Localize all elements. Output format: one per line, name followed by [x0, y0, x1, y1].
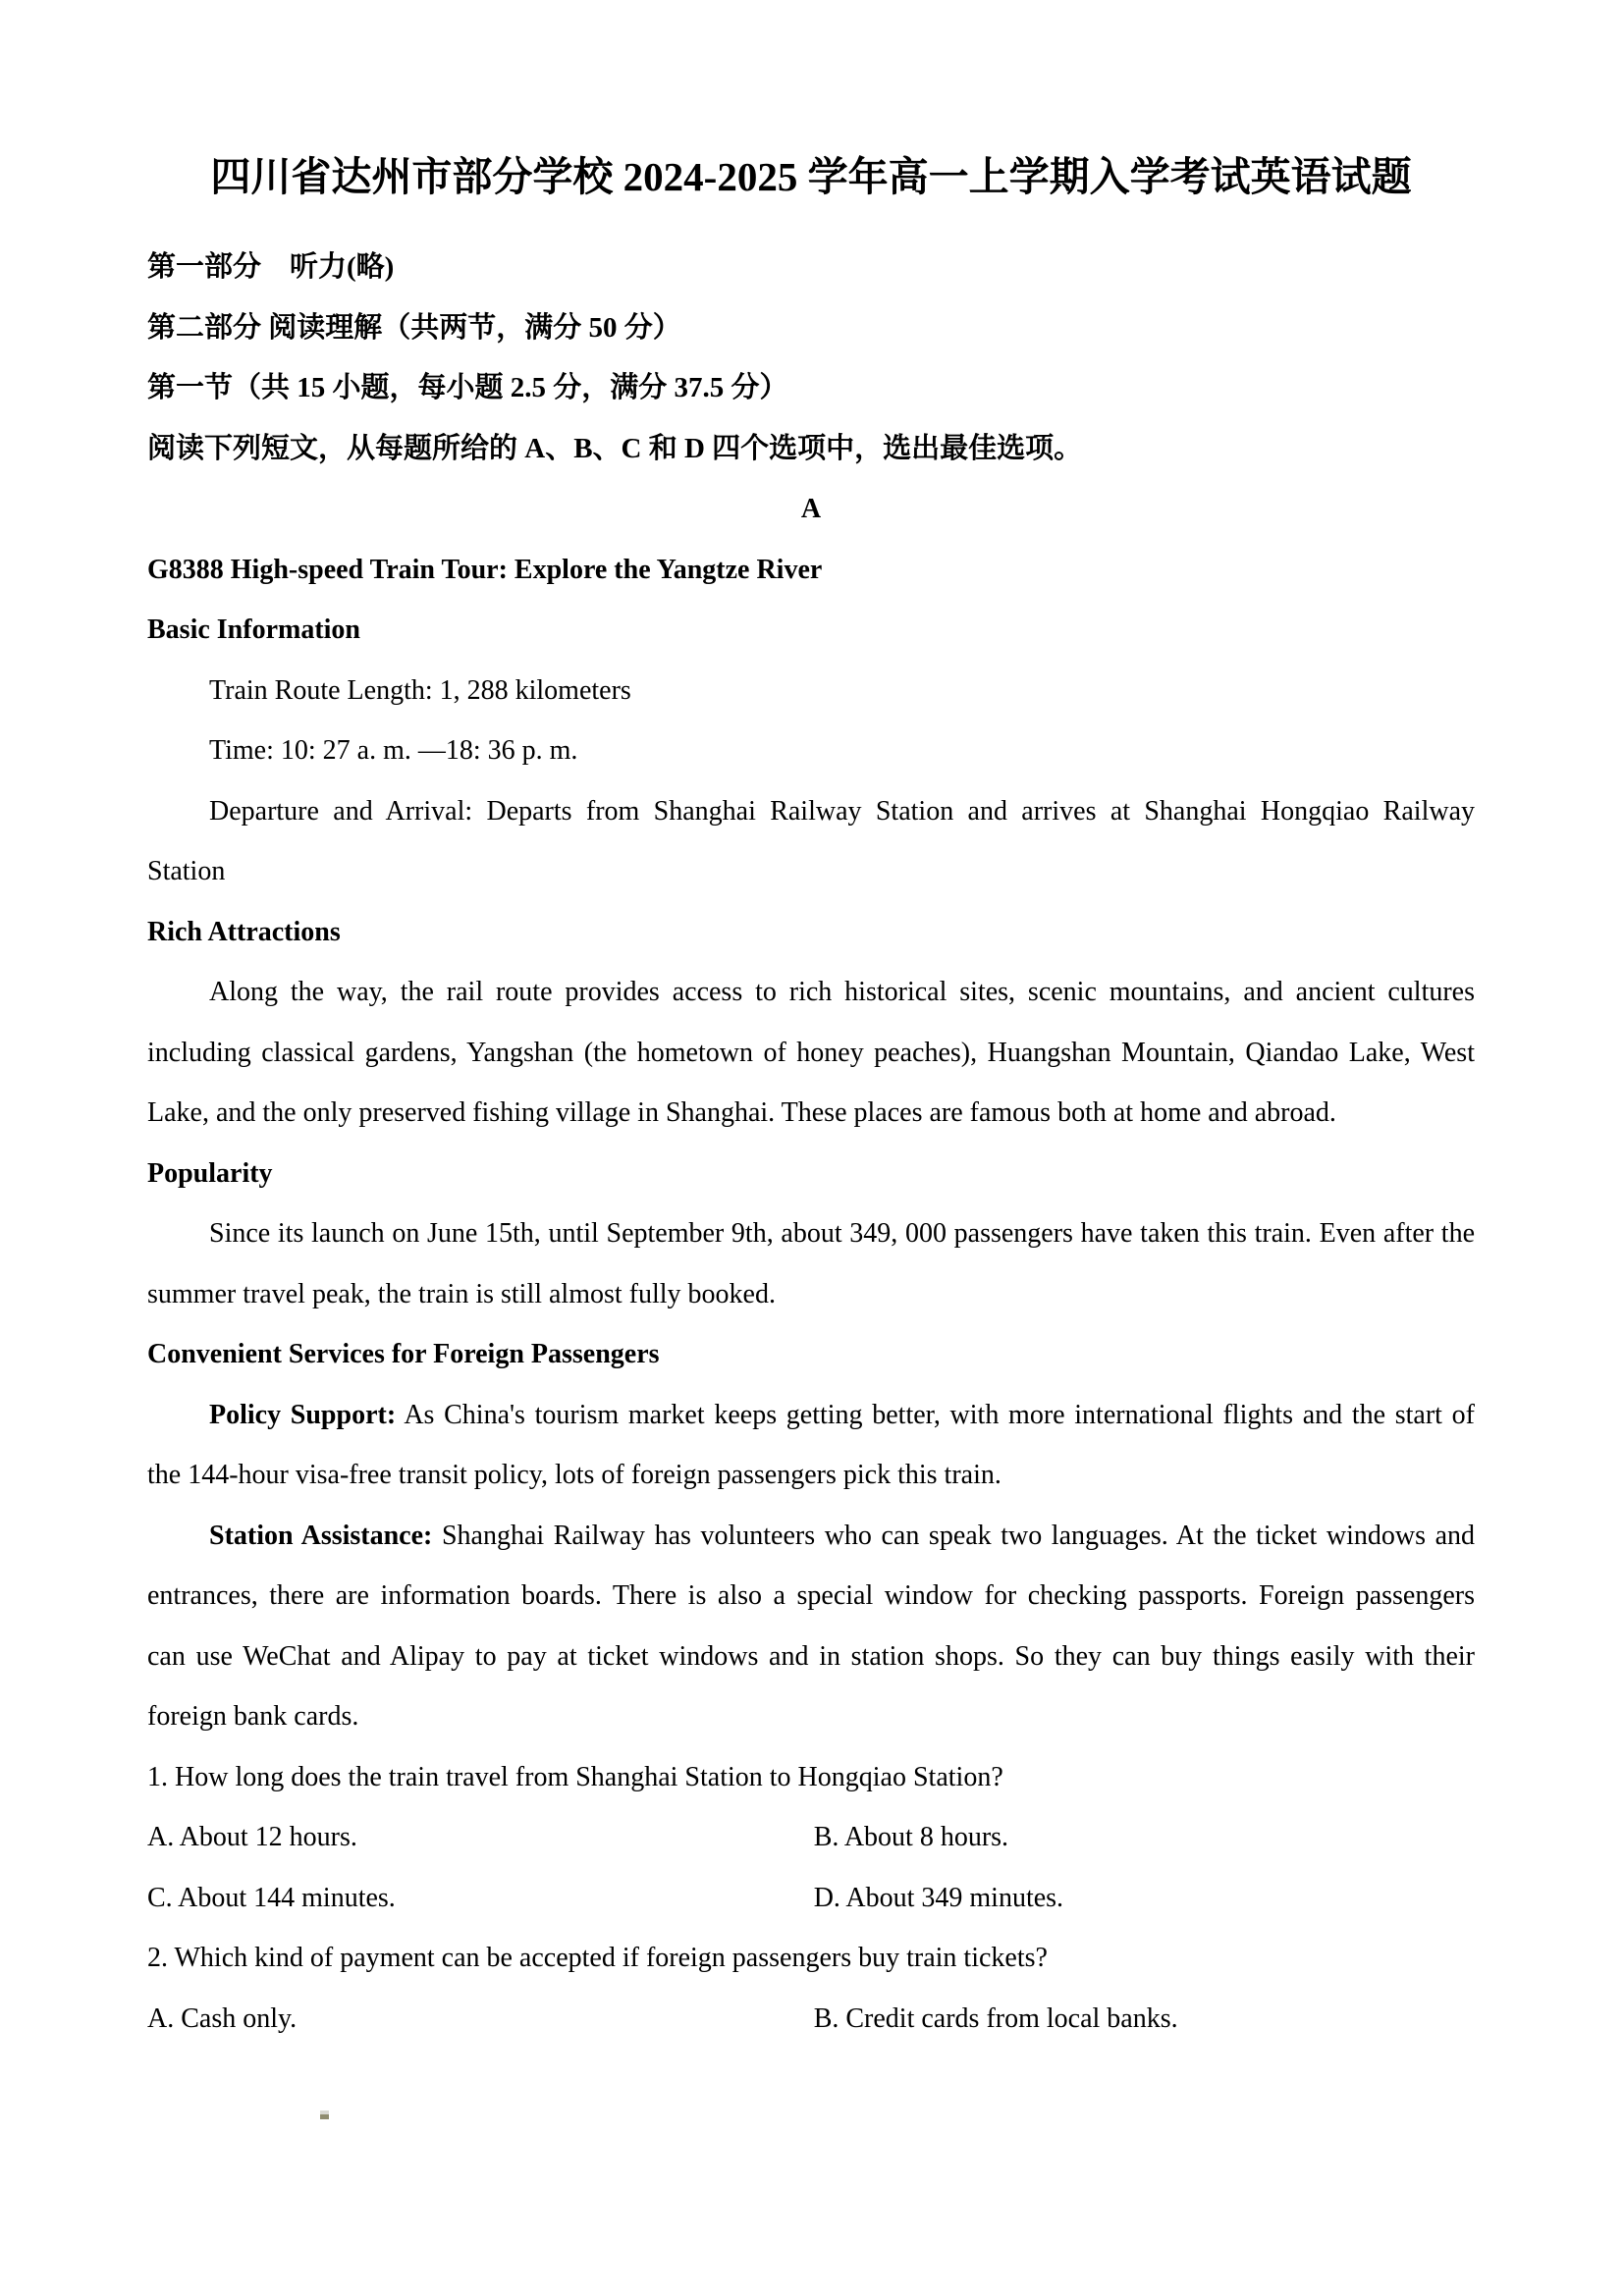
question-1-option-a: A. About 12 hours.: [147, 1822, 357, 1852]
reading-instruction: 阅读下列短文，从每题所给的 A、B、C 和 D 四个选项中，选出最佳选项。: [147, 432, 1083, 464]
rich-paragraph-line-3: Lake, and the only preserved fishing village in Shanghai. These places are famous both at home and abroad.: [147, 1097, 1336, 1128]
question-2-option-a: A. Cash only.: [147, 2002, 298, 2034]
question-1-option-b: B. About 8 hours.: [813, 1822, 1009, 1852]
station-assistance-line-4: foreign bank cards.: [147, 1701, 359, 1732]
policy-support-label: Policy Support:: [209, 1399, 397, 1430]
rich-attractions-heading: Rich Attractions: [147, 916, 341, 947]
section1-heading: 第一节（共 15 小题，每小题 2.5 分，满分 37.5 分）: [147, 372, 788, 403]
question-2-option-b: B. Credit cards from local banks.: [813, 2002, 1178, 2034]
policy-support-line-2: the 144-hour visa-free transit policy, lots of foreign passengers pick this train.: [147, 1460, 1001, 1490]
rich-paragraph-line-1: Along the way, the rail route provides access to rich historical sites, scenic mountains, and ancient cultures: [209, 977, 1475, 1007]
question-1-text: 1. How long does the train travel from Shanghai Station to Hongqiao Station?: [147, 1761, 1003, 1792]
station-assistance-label: Station Assistance:: [209, 1520, 433, 1551]
question-1-option-c: C. About 144 minutes.: [147, 1882, 396, 1913]
passage-label: A: [800, 494, 822, 524]
question-1-option-d: D. About 349 minutes.: [813, 1882, 1064, 1913]
popularity-heading: Popularity: [147, 1157, 273, 1189]
popularity-line-1: Since its launch on June 15th, until September 9th, about 349, 000 passengers have taken this train. Even after the: [209, 1218, 1475, 1249]
basic-information-heading: Basic Information: [147, 614, 360, 645]
time-line: Time: 10: 27 a. m. —18: 36 p. m.: [209, 735, 578, 766]
scan-artifact-mark: [320, 2110, 329, 2119]
departure-line-2: Station: [147, 856, 226, 886]
policy-support-text: As China's tourism market keeps getting better, with more international flights and the start of: [404, 1399, 1475, 1430]
station-assistance-text: Shanghai Railway has volunteers who can speak two languages. At the ticket windows and: [441, 1520, 1476, 1551]
section-part2-heading: 第二部分 阅读理解（共两节，满分 50 分）: [147, 311, 681, 344]
question-2-text: 2. Which kind of payment can be accepted if foreign passengers buy train tickets?: [147, 1943, 1048, 1973]
passage-heading: G8388 High-speed Train Tour: Explore the Yangtze River: [147, 554, 823, 585]
departure-line-1: Departure and Arrival: Departs from Shanghai Railway Station and arrives at Shanghai Hongqiao Railway: [209, 795, 1475, 827]
station-assistance-line-2: entrances, there are information boards. There is also a special window for checking passports. Foreign passengers: [147, 1580, 1475, 1611]
question-2-options-row-1: [147, 1989, 1475, 2050]
section-part1-heading: 第一部分 听力(略): [147, 251, 395, 283]
route-length-line: Train Route Length: 1, 288 kilometers: [209, 674, 631, 706]
popularity-line-2: summer travel peak, the train is still almost fully booked.: [147, 1278, 776, 1309]
policy-support-line-1: [147, 1385, 1475, 1446]
services-heading: Convenient Services for Foreign Passengers: [147, 1339, 660, 1369]
question-1-options-row-2: [147, 1868, 1475, 1929]
rich-paragraph-line-2: including classical gardens, Yangshan (the hometown of honey peaches), Huangshan Mountain, Qiandao Lake, West: [147, 1037, 1475, 1068]
station-assistance-line-1: [147, 1506, 1475, 1567]
page-title: 四川省达州市部分学校 2024-2025 学年高一上学期入学考试英语试题: [210, 154, 1412, 199]
page-content: [147, 0, 1475, 2049]
station-assistance-line-3: can use WeChat and Alipay to pay at ticket windows and in station shops. So they can buy things easily with their: [147, 1640, 1475, 1672]
question-1-options-row-1: [147, 1807, 1475, 1868]
